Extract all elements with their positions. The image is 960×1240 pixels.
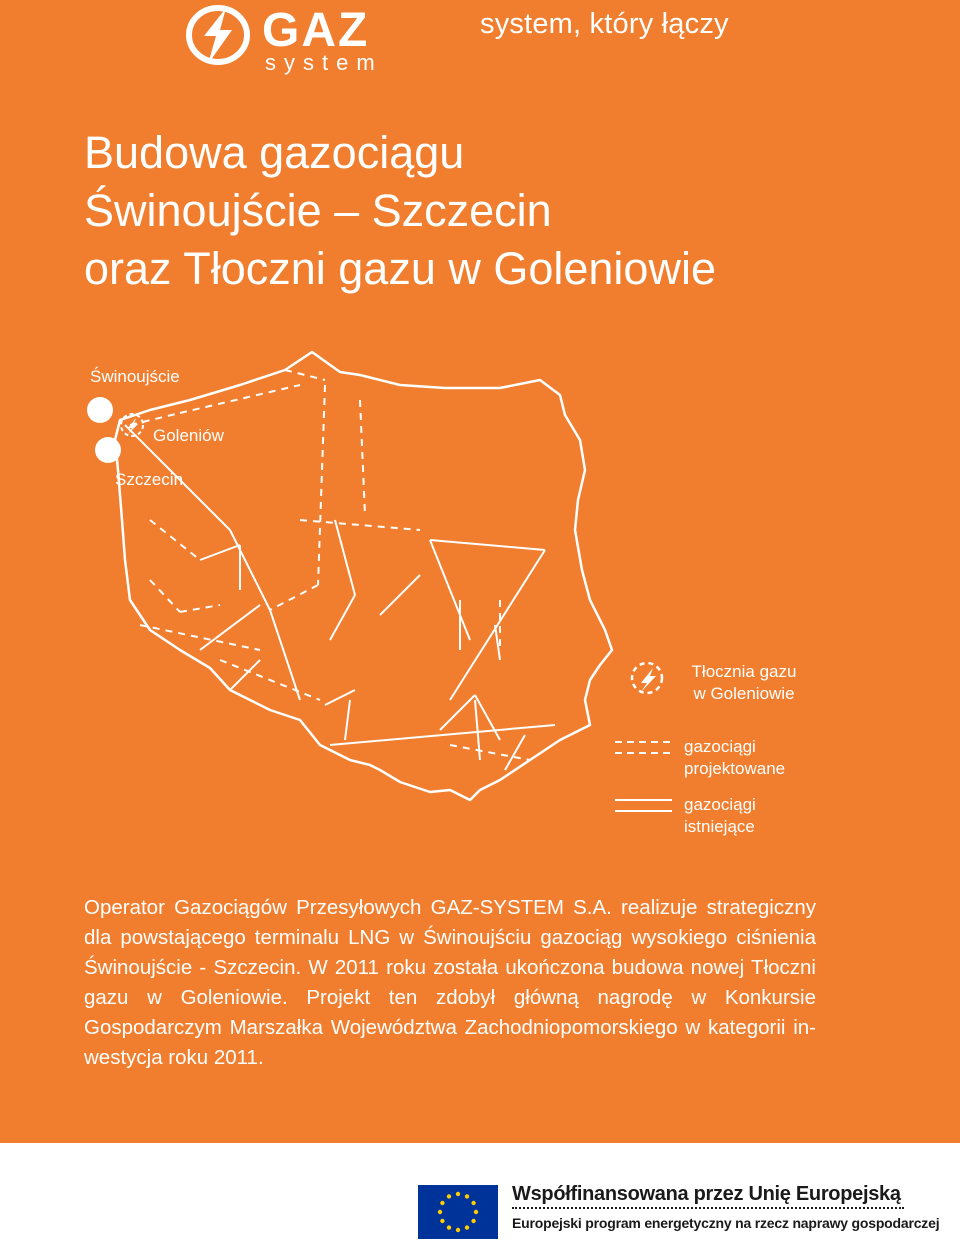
svg-text:GAZ: GAZ	[262, 6, 370, 52]
swinoujscie-marker	[87, 397, 113, 423]
legend-existing-line2: istniejące	[684, 817, 755, 836]
eu-flag-icon	[418, 1185, 498, 1239]
legend-planned-line2: projektowane	[684, 759, 786, 778]
page-title-line-3: oraz Tłoczni gazu w Goleniowie	[84, 243, 716, 294]
legend-compressor-line2: w Goleniowie	[693, 684, 795, 703]
compressor-legend-icon	[632, 663, 662, 693]
szczecin-marker	[95, 437, 121, 463]
city-label-szczecin: Szczecin	[115, 470, 184, 489]
legend-planned-line1: gazociągi	[684, 737, 756, 756]
tagline: system, który łączy	[480, 8, 729, 40]
eu-cofinanced-label: Współfinansowana przez Unię Europejską	[512, 1183, 901, 1205]
gaz-wordmark	[262, 6, 462, 52]
legend-planned	[684, 736, 785, 780]
body-paragraph: Operator Gazociągów Przesyłowych GAZ-SYSTEM S.A. realizuje strategiczny dla powstającego terminalu LNG w Świnoujściu gazociąg wysokiego ciśnienia Świnoujście - Szczecin. W 2011 roku została ukończona budowa nowej Tłoczni gazu w Goleniowie. Projekt ten zdobył główną nagrodę w Konkursie Gospodarczym Marszałka Województwa Zachodniopomorskiego w kategorii inwestycja roku 2011.	[84, 896, 816, 1069]
poland-outline	[115, 352, 612, 800]
city-label-goleniow: Goleniów	[153, 426, 224, 445]
legend-existing-line1: gazociągi	[684, 795, 756, 814]
page-title-line-2: Świnoujście – Szczecin	[84, 185, 552, 236]
city-label-swinoujscie: Świnoujście	[90, 367, 180, 386]
logo-subtitle: system	[265, 50, 383, 75]
page-title-line-1: Budowa gazociągu	[84, 127, 465, 178]
poland-pipeline-map	[0, 340, 960, 880]
footer-divider	[512, 1207, 904, 1209]
legend-existing	[684, 794, 756, 838]
legend-compressor-line1: Tłocznia gazu	[691, 662, 797, 681]
gaz-system-logo-icon	[186, 4, 266, 68]
legend-compressor	[684, 661, 804, 705]
existing-pipeline-legend-icon	[615, 800, 672, 811]
planned-pipeline-legend-icon	[615, 742, 672, 753]
existing-pipelines	[125, 425, 555, 770]
eu-program-label: Europejski program energetyczny na rzecz naprawy gospodarczej	[512, 1215, 940, 1231]
